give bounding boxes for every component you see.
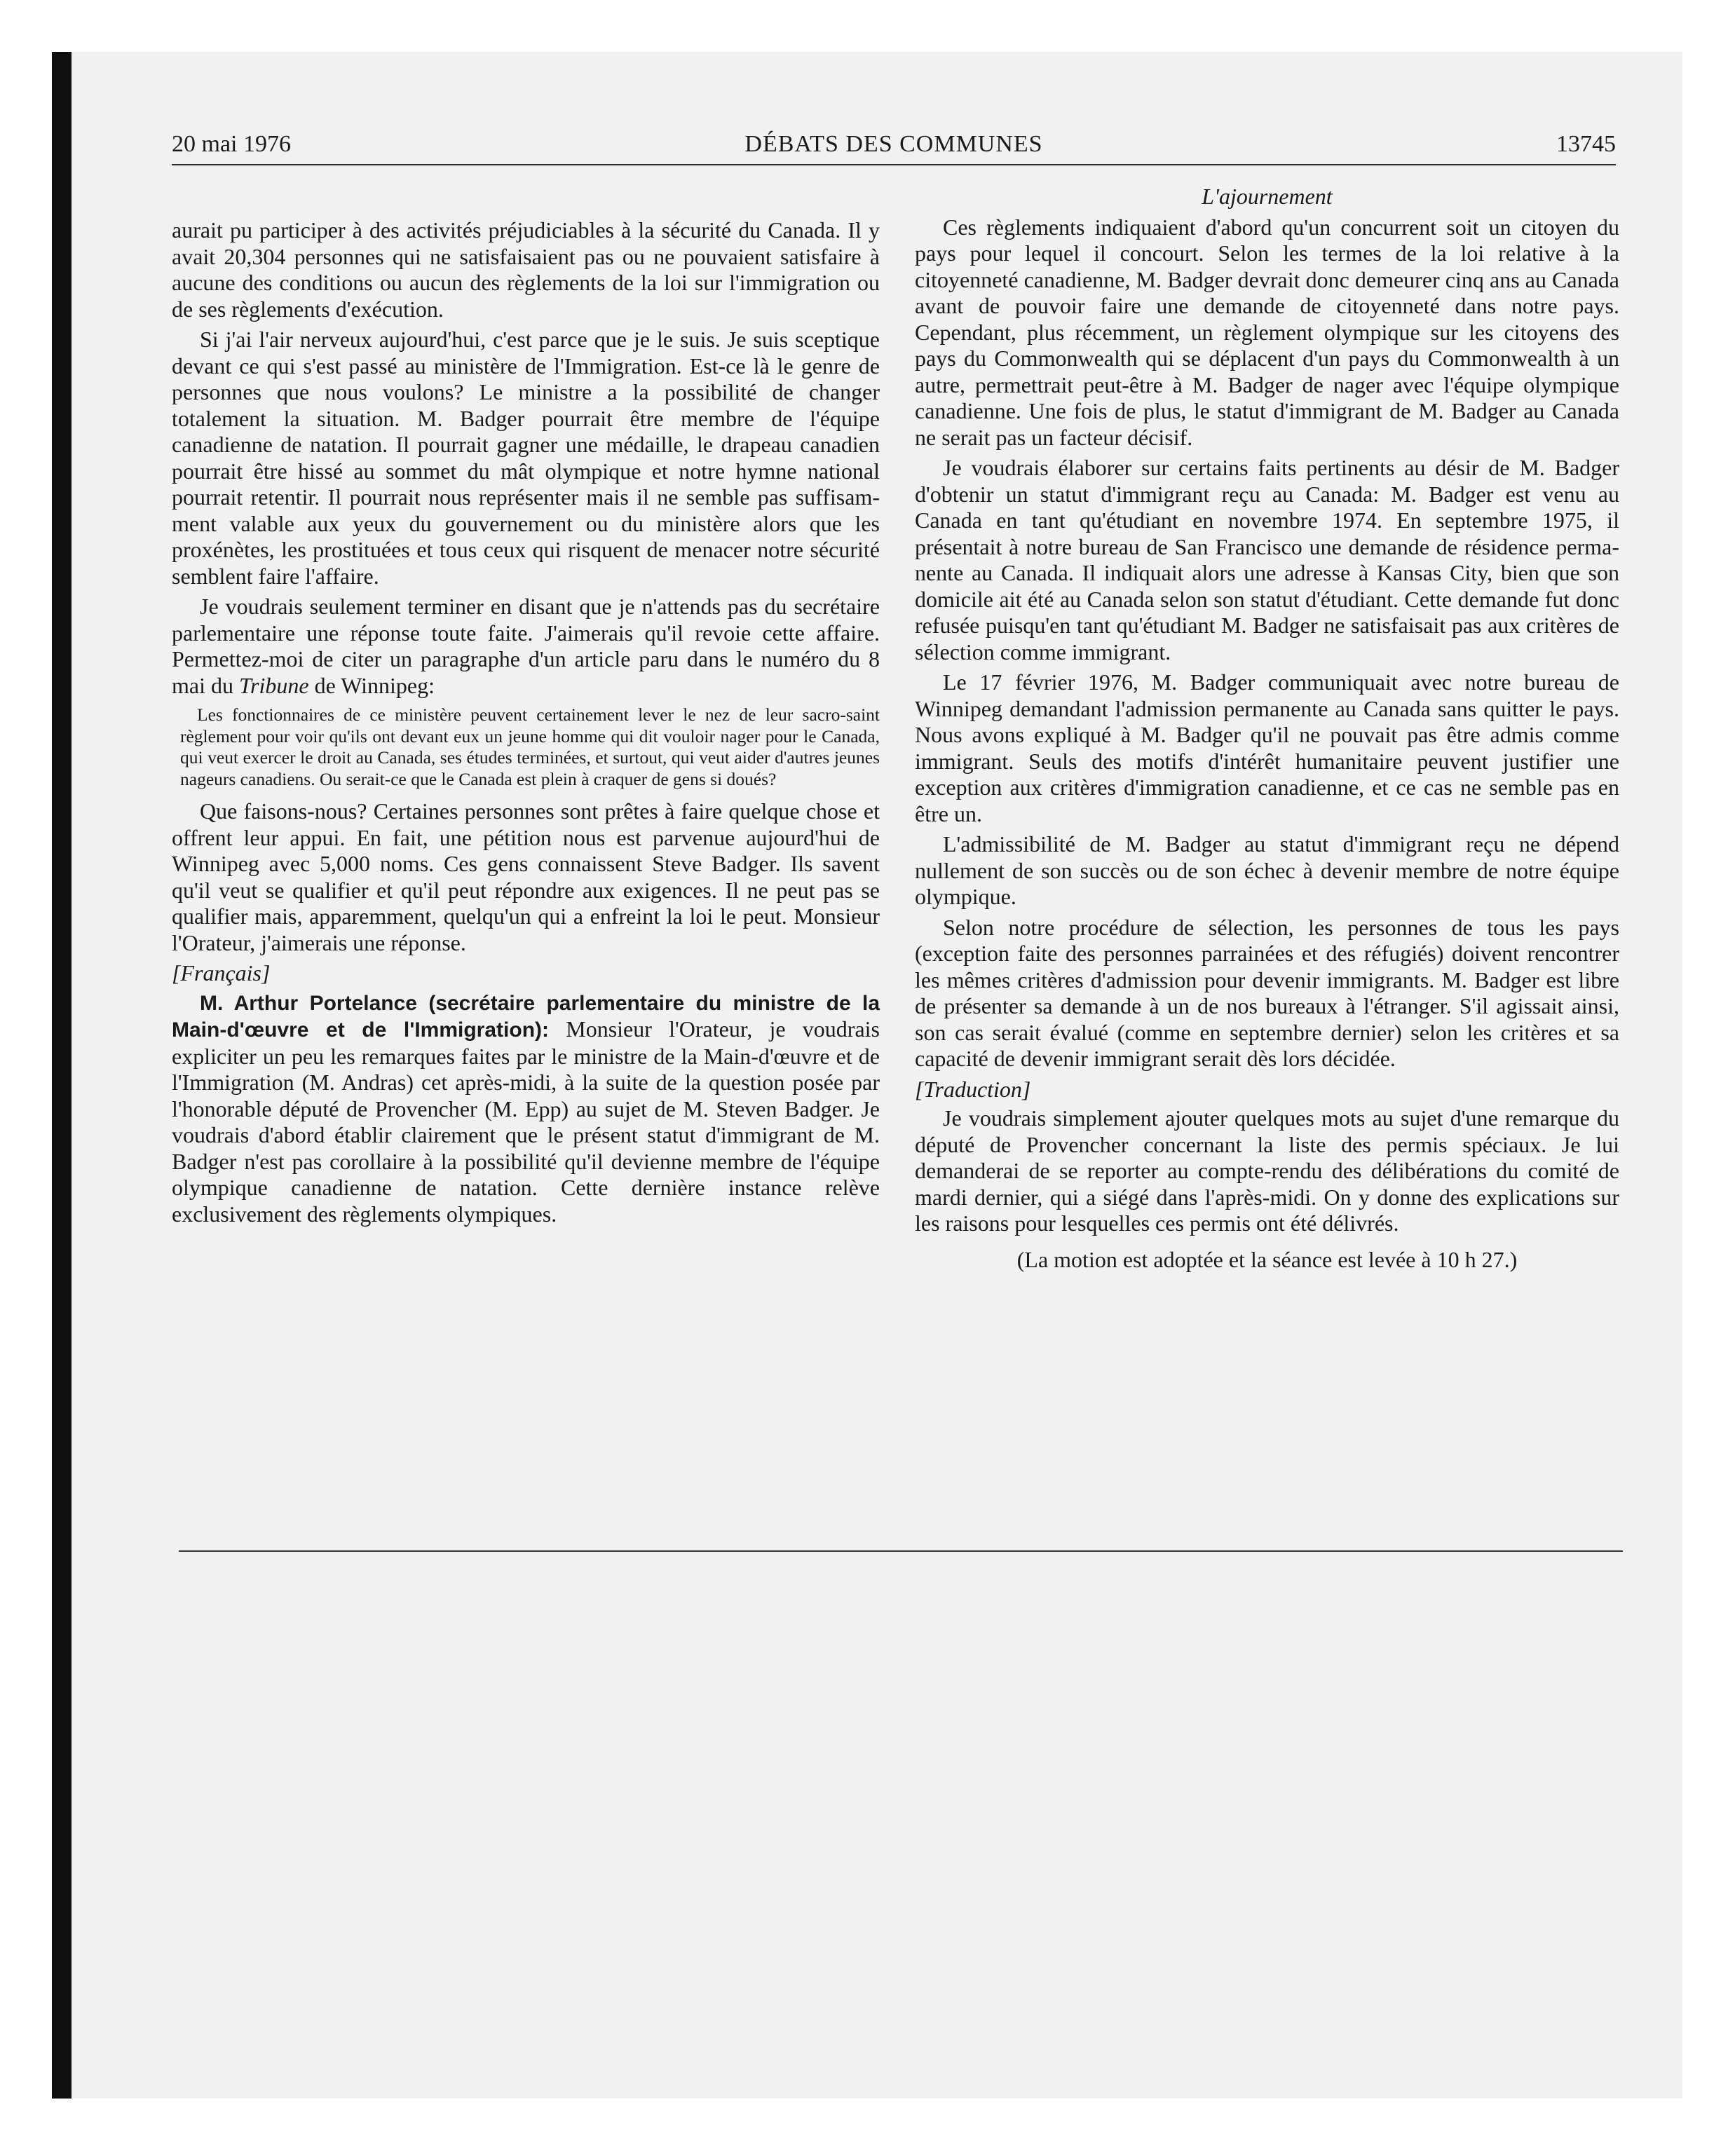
left-column xyxy=(172,217,880,1231)
header-date: 20 mai 1976 xyxy=(172,131,291,157)
newspaper-title: Tribune xyxy=(238,672,309,698)
right-paragraph-2: Je voudrais élaborer sur certains faits pertinents au désir de M. Badger d'obtenir un statut d'immigrant reçu au Canada: M. Badger est venu au Canada en tant qu'étudiant en novembre 1974. En septembre 1975, il présentait à notre bureau de San Francisco une demande de résidence permanente au Canada. Il indiquait alors une adresse à Kansas City, bien que son domicile ait été au Canada selon son statut d'étudiant. Cette demande fut donc refusée puisqu'en tant qu'étudiant M. Badger ne satisfaisait pas aux critères de sélection comme immigrant. xyxy=(915,455,1619,664)
closing-motion: (La motion est adoptée et la séance est levée à 10 h 27.) xyxy=(1016,1246,1518,1272)
right-column xyxy=(915,184,1619,1273)
language-tag-francais: [Français] xyxy=(172,960,271,985)
block-quote: Les fonctionnaires de ce ministère peuvent certainement lever le nez de leur sacro-saint règlement pour voir qu'ils ont devant eux un jeune homme qui dit vouloir nager pour le Canada, qui veut exercer le droit au Canada, ses études terminées, et surtout, qui veut aider d'autres jeunes nageurs canadiens. Ou serait-ce que le Canada est plein à craquer de gens si doués? xyxy=(180,704,880,789)
left-paragraph-3-end: de Winnipeg: xyxy=(308,672,435,698)
left-paragraph-5-text: Monsieur l'Orateur, je voudrais expliciter un peu les remarques faites par le ministre de la Main-d'œuvre et de l'Immigration (M. Andras) cet après-midi, à la suite de la question posée par l'honorable député de Provencher (M. Epp) au sujet de M. Steven Badger. Je voudrais d'abord établir clairement que le présent statut d'immigrant de M. Badger n'est pas corollaire à la possibilité qu'il devienne membre de l'équipe olympique canadienne de natation. Cette dernière instance relève exclusivement des règlements olympiques. xyxy=(172,1016,880,1227)
left-paragraph-3-text: Je voudrais seulement terminer en disant que je n'attends pas du secrétaire parlementaire une réponse toute faite. J'aimerais qu'il revoie cette affaire. Permettez-moi de citer un paragraphe d'un article paru dans le numéro du 8 mai du xyxy=(172,594,880,698)
right-paragraph-5: Selon notre procédure de sélection, les personnes de tous les pays (exception faite des personnes parrainées et des réfugiés) doivent rencontrer les mêmes critères d'admission pour devenir immigrants. M. Badger est libre de présenter sa demande à un de nos bureaux à l'étranger. S'il agissait ainsi, son cas serait évalué (comme en septembre dernier) selon les critères et sa capacité de devenir immigrant serait dès lors décidée. xyxy=(915,914,1619,1071)
right-paragraph-4: L'admissibilité de M. Badger au statut d'immigrant reçu ne dépend nullement de son succès ou de son échec à devenir membre de notre équipe olympique. xyxy=(915,831,1619,909)
bottom-rule xyxy=(179,1550,1623,1552)
right-paragraph-3: Le 17 février 1976, M. Badger communiquait avec notre bureau de Winnipeg demandant l'admission permanente au Canada sans quitter le pays. Nous avons expliqué à M. Badger qu'il ne pouvait pas être admis comme immigrant. Seuls des motifs d'intérêt humanitaire peuvent justifier une exception aux critères d'immigration canadienne, et ce cas ne semble pas en être un. xyxy=(915,669,1619,826)
left-paragraph-3 xyxy=(172,594,880,699)
right-paragraph-1: Ces règlements indiquaient d'abord qu'un concurrent soit un citoyen du pays pour lequel il concourt. Selon les termes de la loi relative à la citoyenneté canadienne, M. Badger devrait donc demeurer cinq ans au Canada avant de pouvoir faire une demande de citoyenneté dans notre pays. Cependant, plus récemment, un règlement olympique sur les citoyens des pays du Commonwealth qui se déplacent d'un pays du Commonwealth à un autre, permettrait peut-être à M. Badger de nager avec l'équipe olympique canadienne. Une fois de plus, le statut d'immigrant de M. Badger au Canada ne serait pas un facteur décisif. xyxy=(915,214,1619,450)
header-title: DÉBATS DES COMMUNES xyxy=(744,131,1043,157)
scan-edge-shadow xyxy=(52,52,72,2099)
header-rule xyxy=(172,164,1616,165)
left-paragraph-1: aurait pu participer à des activités préjudiciables à la sécurité du Canada. Il y avait 20,304 personnes qui ne satisfaisaient pas ou ne pouvaient satisfaire à aucune des conditions ou aucun des règlements de la loi sur l'immigration ou de ses règlements d'exécution. xyxy=(172,217,880,322)
speaker-name: M. Arthur Portelance (secrétaire parlementaire du ministre de la Main-d'œuvre et de l'Immigration): xyxy=(172,991,880,1042)
left-paragraph-5 xyxy=(172,990,880,1228)
section-heading: L'ajournement xyxy=(1202,184,1333,209)
left-paragraph-4: Que faisons-nous? Certaines personnes sont prêtes à faire quelque chose et offrent leur appui. En fait, une pétition nous est parvenue aujourd'hui de Winnipeg avec 5,000 noms. Ces gens connaissent Steve Badger. Ils savent qu'il veut se qualifier et qu'il peut répondre aux exigences. Il ne peut pas se qualifier mais, apparemment, quelqu'un qui a enfreint la loi le peut. Monsieur l'Orateur, j'aimerais une réponse. xyxy=(172,798,880,955)
left-paragraph-2: Si j'ai l'air nerveux aujourd'hui, c'est parce que je le suis. Je suis sceptique devant ce qui s'est passé au ministère de l'Immigration. Est-ce là le genre de personnes que nous voulons? Le ministre a la possibilité de changer totalement la situation. M. Badger pourrait être membre de l'équipe canadienne de natation. Il pourrait gagner une médaille, le drapeau canadien pourrait être hissé au sommet du mât olympique et notre hymne national pourrait retentir. Il pourrait nous représenter mais il ne semble pas suffisamment valable aux yeux du gouvernement ou du ministère alors que les proxénètes, les prostituées et tous ceux qui risquent de menacer notre sécurité semblent faire l'affaire. xyxy=(172,327,880,589)
language-tag-traduction: [Traduction] xyxy=(915,1076,1031,1102)
running-head xyxy=(172,126,1616,163)
right-paragraph-6: Je voudrais simplement ajouter quelques mots au sujet d'une remarque du député de Provencher concernant la liste des permis spéciaux. Je lui demanderai de se reporter au compte-rendu des délibérations du comité de mardi dernier, qui a siégé dans l'après-midi. On y donne des explications sur les raisons pour lesquelles ces permis ont été délivrés. xyxy=(915,1105,1619,1236)
header-page-number: 13745 xyxy=(1556,131,1616,157)
